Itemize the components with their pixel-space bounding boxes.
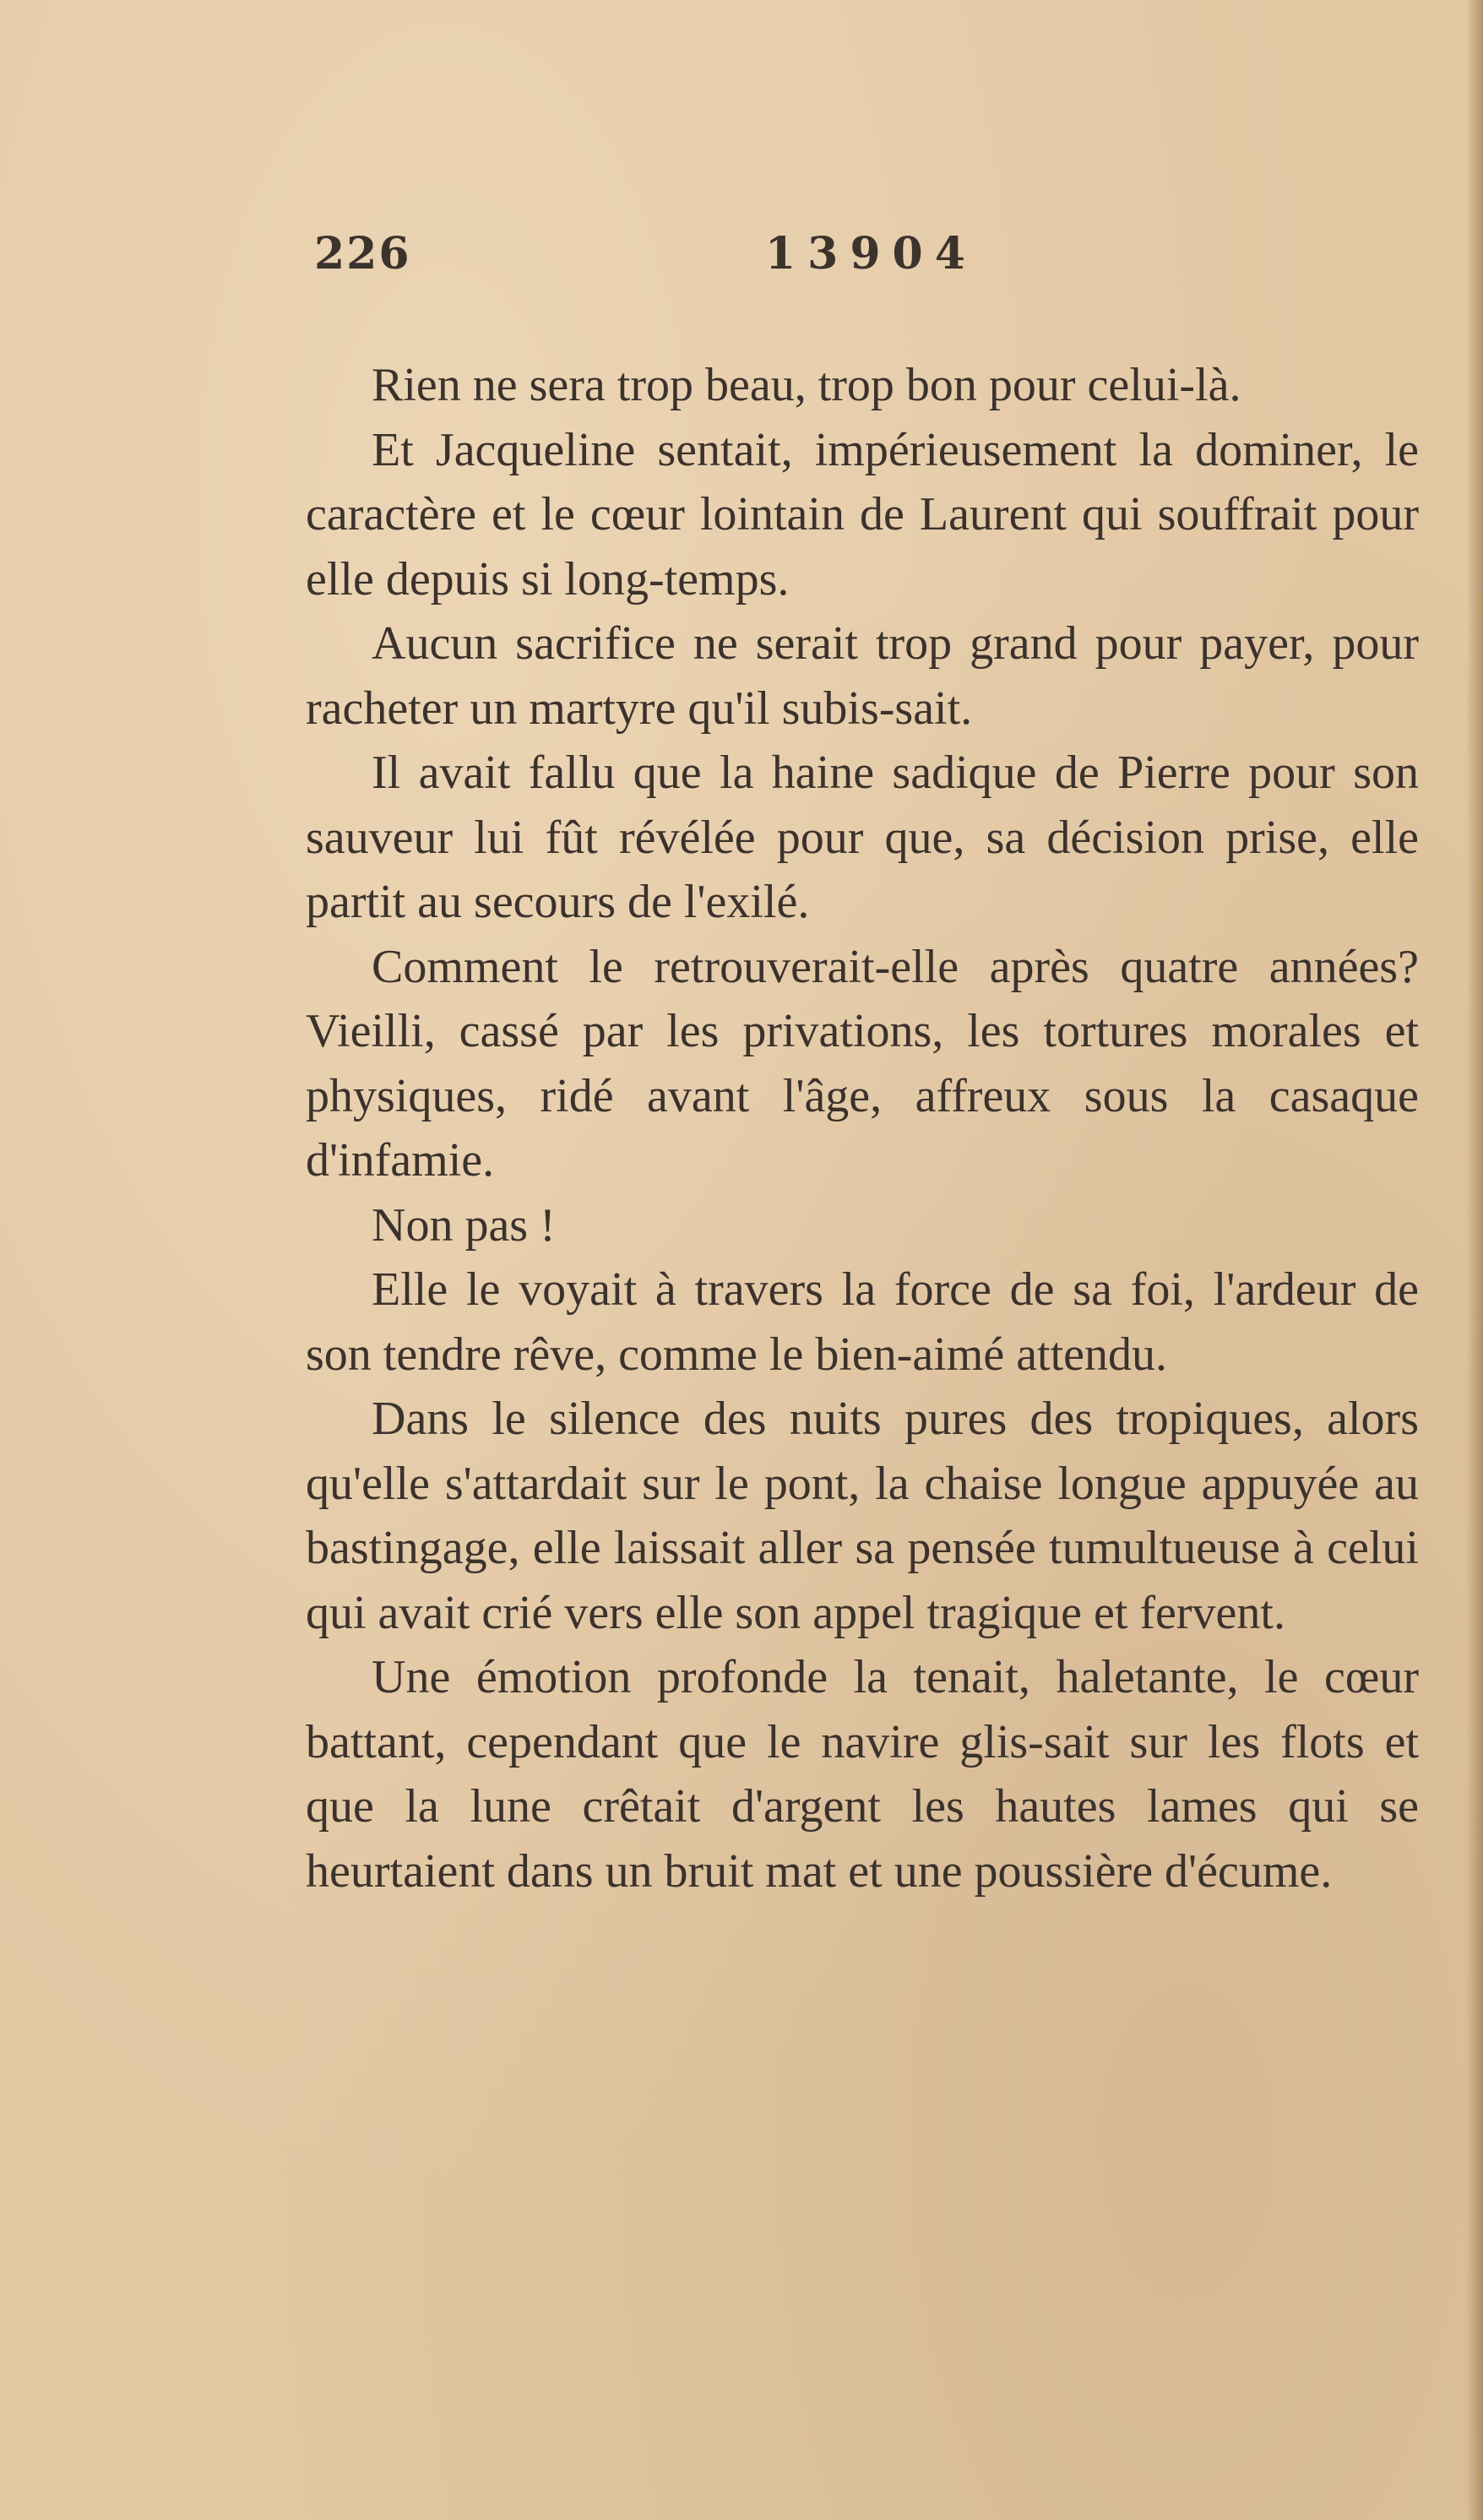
paragraph-8: Dans le silence des nuits pures des tropiques, alors qu'elle s'attardait sur le pont, la chaise longue appuyée au bastingage, elle laissait aller sa pensée tumultueuse à celui qui avait crié vers elle son appel tragique et fervent. xyxy=(306,1393,1419,1639)
page-header xyxy=(314,228,990,296)
paragraph-1: Rien ne sera trop beau, trop bon pour celui-là. xyxy=(372,359,1241,411)
page-number: 226 xyxy=(314,228,411,280)
paragraph-6: Non pas ! xyxy=(372,1198,556,1252)
paragraph-5: Comment le retrouverait-elle après quatre années? Vieilli, cassé par les privations, les tortures morales et physiques, ridé avant l'âge, affreux sous la casaque d'infamie. xyxy=(306,940,1419,1187)
paragraph-9: Une émotion profonde la tenait, haletante, le cœur battant, cependant que le navire glis-sait sur les flots et que la lune crêtait d'argent les hautes lames qui se heurtaient dans un bruit mat et une poussière d'écume. xyxy=(306,1651,1419,1898)
paragraph-7: Elle le voyait à travers la force de sa foi, l'ardeur de son tendre rêve, comme le bien-aimé attendu. xyxy=(306,1263,1419,1381)
paragraph-2: Et Jacqueline sentait, impérieusement la dominer, le caractère et le cœur lointain de Laurent qui souffrait pour elle depuis si long-temps. xyxy=(306,423,1419,606)
body-text xyxy=(306,353,1419,1904)
page-edge-shadow xyxy=(1466,0,1483,2520)
paragraph-4: Il avait fallu que la haine sadique de Pierre pour son sauveur lui fût révélée pour que, sa décision prise, elle partit au secours de l'exilé. xyxy=(306,747,1419,928)
running-title: 13904 xyxy=(765,228,977,280)
paragraph-3: Aucun sacrifice ne serait trop grand pour payer, pour racheter un martyre qu'il subis-sait. xyxy=(306,617,1419,735)
